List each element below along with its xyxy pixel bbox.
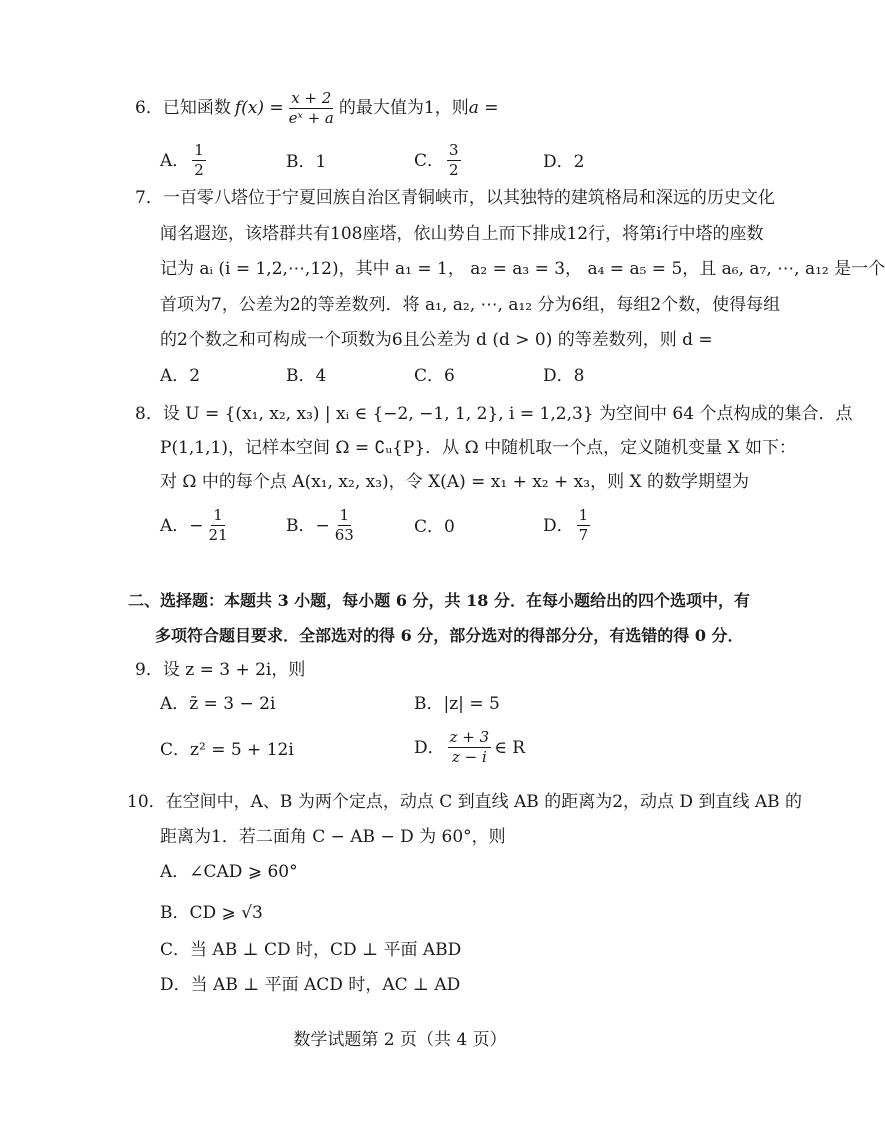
q9-option-b	[414, 692, 500, 716]
option-text: 1	[315, 152, 327, 172]
q10-line: 距离为1．若二面角 C − AB − D 为 60°，则	[160, 827, 506, 847]
option-letter: C．	[160, 940, 191, 960]
q7-option-a	[160, 364, 200, 388]
q9-stem-text: 设 z = 3 + 2i，则	[162, 660, 306, 680]
q8-line: 对 Ω 中的每个点 A(x₁, x₂, x₃)，令 X(A) = x₁ + x₂ + x₃，则 X 的数学期望为	[160, 472, 749, 492]
q10-option-b	[160, 901, 263, 925]
q10-option-d	[160, 973, 460, 997]
section-2-line-2	[155, 624, 744, 648]
q10-option-a	[160, 860, 298, 884]
option-letter: B．	[286, 366, 316, 386]
section-2-line-1	[128, 589, 750, 613]
q7-line-1	[135, 186, 775, 210]
q9-stem	[135, 658, 305, 682]
option-text: CD ⩾ √3	[189, 903, 263, 923]
q6-frac-den: eˣ + a	[288, 108, 334, 127]
option-letter: A．	[160, 694, 190, 714]
q10-line: 在空间中，A、B 为两个定点，动点 C 到直线 AB 的距离为2，动点 D 到直线 AB 的	[165, 792, 803, 812]
option-text: 0	[444, 517, 455, 537]
option-letter: A．	[160, 150, 190, 171]
option-letter: C．	[414, 517, 445, 537]
q7-line: 一百零八塔位于宁夏回族自治区青铜峡市，以其独特的建筑格局和深远的历史文化	[162, 188, 775, 208]
q10-option-c	[160, 938, 461, 962]
q7-line-5	[160, 328, 713, 352]
q6-stem	[135, 88, 499, 128]
q7-line-2	[160, 222, 764, 246]
frac-num: 3	[449, 141, 459, 159]
option-letter: C．	[414, 150, 445, 171]
option-letter: D．	[543, 152, 574, 172]
q10-line-2	[160, 825, 506, 849]
q7-line-4	[160, 293, 780, 317]
q8-line: 设 U = {(x₁, x₂, x₃) | xᵢ ∈ {−2, −1, 1, 2}, i = 1,2,3} 为空间中 64 个点构成的集合．点	[162, 404, 853, 424]
frac-num: 1	[578, 506, 589, 524]
q6-option-c	[414, 141, 464, 180]
q6-option-a	[160, 141, 209, 180]
frac-den: 2	[449, 161, 459, 179]
q8-line-2	[160, 436, 796, 460]
option-suffix: ∈ R	[494, 737, 525, 758]
q10-number: 10．	[127, 792, 166, 812]
q6-option-d	[543, 150, 584, 174]
q6-tail: a =	[468, 98, 499, 118]
q9-option-c	[160, 738, 294, 762]
option-text: 4	[315, 366, 327, 386]
option-sign: −	[189, 515, 204, 536]
q8-line-3	[160, 470, 749, 494]
q6-stem-b: 的最大值为1，则	[338, 98, 469, 118]
frac-den: 7	[578, 526, 589, 544]
option-sign: −	[315, 515, 330, 536]
q7-line: 闻名遐迩，该塔群共有108座塔，依山势自上而下排成12行，将第i行中塔的座数	[160, 224, 764, 244]
option-text: 2	[573, 152, 585, 172]
option-text: 6	[444, 366, 455, 386]
q10-line-1	[127, 790, 802, 814]
section-2-text: 二、选择题：本题共 3 小题，每小题 6 分，共 18 分．在每小题给出的四个选项中，有	[128, 591, 750, 610]
frac-num: 1	[194, 141, 204, 159]
option-text: z̄ = 3 − 2i	[189, 694, 276, 714]
option-letter: A．	[160, 366, 190, 386]
option-fraction	[447, 141, 461, 180]
frac-den: 21	[208, 526, 228, 544]
q7-number: 7．	[135, 188, 163, 208]
q6-fraction	[287, 89, 336, 128]
frac-den: z − i	[452, 748, 487, 766]
q8-option-a	[160, 506, 233, 545]
option-letter: D．	[543, 366, 574, 386]
option-letter: C．	[414, 366, 445, 386]
frac-num: z + 3	[449, 728, 490, 746]
option-letter: B．	[286, 152, 316, 172]
q8-line-1	[135, 402, 852, 426]
q7-line: 的2个数之和可构成一个项数为6且公差为 d (d > 0) 的等差数列，则 d =	[160, 330, 713, 350]
option-fraction	[192, 141, 206, 180]
q8-option-c	[414, 515, 455, 539]
frac-den: 63	[334, 526, 354, 544]
q7-line: 记为 aᵢ (i = 1,2,⋯,12)，其中 a₁ = 1， a₂ = a₃ = 3， a₄ = a₅ = 5，且 a₆, a₇, ⋯, a₁₂ 是一个	[160, 259, 885, 279]
frac-num: 1	[213, 506, 223, 524]
q7-line: 首项为7，公差为2的等差数列．将 a₁, a₂, ⋯, a₁₂ 分为6组，每组2个数，使得每组	[160, 295, 781, 315]
option-text: 2	[189, 366, 201, 386]
option-letter: B．	[286, 515, 316, 536]
page-footer	[0, 1025, 800, 1050]
q9-option-a	[160, 692, 275, 716]
option-fraction	[333, 506, 356, 545]
frac-num: 1	[339, 506, 350, 524]
option-letter: B．	[160, 903, 190, 923]
option-fraction	[207, 506, 230, 545]
option-letter: D．	[160, 975, 191, 995]
q9-number: 9．	[135, 660, 163, 680]
q6-option-b	[286, 150, 326, 174]
option-text: 8	[573, 366, 585, 386]
option-text: 当 AB ⊥ CD 时，CD ⊥ 平面 ABD	[190, 940, 462, 960]
footer-text: 数学试题第 2 页（共 4 页）	[293, 1030, 507, 1050]
option-letter: A．	[160, 515, 190, 536]
q6-number: 6．	[135, 98, 163, 118]
q9-option-d	[414, 728, 525, 767]
q8-number: 8．	[135, 404, 163, 424]
frac-den: 2	[194, 161, 204, 179]
q8-option-b	[286, 506, 359, 545]
option-fraction	[448, 728, 492, 767]
q7-line-3	[160, 257, 885, 281]
option-text: 当 AB ⊥ 平面 ACD 时，AC ⊥ AD	[190, 975, 461, 995]
q7-option-c	[414, 364, 455, 388]
q7-option-d	[543, 364, 584, 388]
section-2-text: 多项符合题目要求．全部选对的得 6 分，部分选对的得部分分，有选错的得 0 分．	[155, 626, 744, 645]
option-letter: B．	[414, 694, 444, 714]
q6-fx: f(x) =	[234, 98, 284, 118]
option-letter: D．	[414, 737, 445, 758]
q6-stem-a: 已知函数	[162, 98, 231, 118]
q8-line: P(1,1,1)，记样本空间 Ω = ∁ᵤ{P}．从 Ω 中随机取一个点，定义随机变量 X 如下：	[160, 438, 796, 458]
option-text: |z| = 5	[443, 694, 500, 714]
option-letter: D．	[543, 515, 574, 536]
q7-option-b	[286, 364, 326, 388]
option-text: ∠CAD ⩾ 60°	[189, 862, 298, 882]
option-text: z² = 5 + 12i	[190, 740, 294, 760]
q8-option-d	[543, 506, 593, 545]
option-fraction	[577, 506, 591, 545]
option-letter: C．	[160, 740, 191, 760]
option-letter: A．	[160, 862, 190, 882]
q6-frac-num: x + 2	[291, 88, 332, 107]
